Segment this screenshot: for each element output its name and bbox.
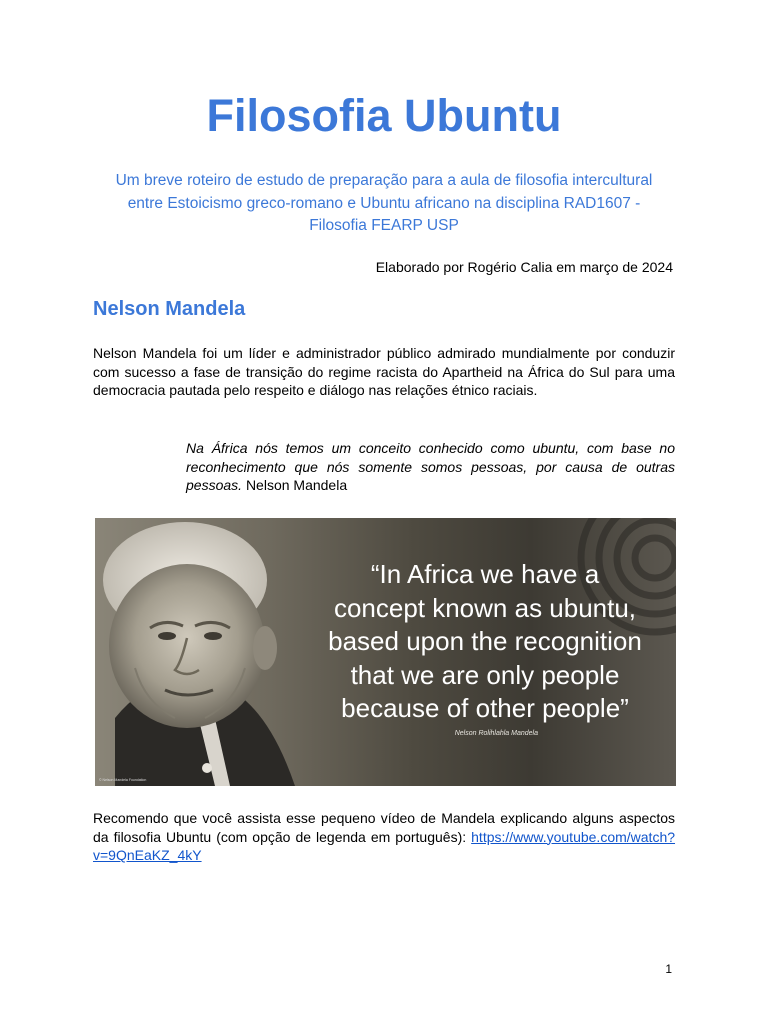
banner-quote-line: based upon the recognition bbox=[328, 626, 642, 656]
video-paragraph-text: Recomendo que você assista esse pequeno vídeo de Mandela explicando alguns aspectos da filosofia Ubuntu (com opção de legenda em português): bbox=[93, 810, 675, 845]
section-heading: Nelson Mandela bbox=[93, 298, 246, 320]
page-number: 1 bbox=[665, 962, 672, 976]
banner-copyright: © Nelson Mandela Foundation bbox=[99, 778, 147, 782]
document-subtitle: Um breve roteiro de estudo de preparação para a aula de filosofia intercultural entre Estoicismo greco-romano e Ubuntu africano na disciplina RAD1607 - Filosofia FEARP USP bbox=[115, 172, 653, 234]
banner-quote-line: that we are only people bbox=[350, 659, 620, 690]
quote-attribution: Nelson Mandela bbox=[245, 477, 348, 494]
video-paragraph bbox=[93, 809, 675, 865]
youtube-link[interactable]: https://www.youtube.com/watch?v=9QnEaKZ_4kY bbox=[93, 828, 676, 864]
document-title: Filosofia Ubuntu bbox=[206, 90, 562, 141]
quote-text: Na África nós temos um conceito conhecido como ubuntu, com base no reconhecimento que nós somente somos pessoas, por causa de outras pessoas. bbox=[186, 440, 675, 494]
author-line: Elaborado por Rogério Calia em março de 2024 bbox=[375, 259, 673, 275]
banner-quote-line: concept known as ubuntu, bbox=[333, 592, 637, 623]
intro-paragraph: Nelson Mandela foi um líder e administrador público admirado mundialmente por conduzir com sucesso a fase de transição do regime racista do Apartheid na África do Sul para uma democracia pautada pelo respeito e diálogo nas relações étnico raciais. bbox=[93, 345, 675, 399]
banner-attribution: Nelson Rolihlahla Mandela bbox=[454, 730, 538, 737]
banner-quote-line: “In Africa we have a bbox=[370, 559, 600, 589]
mandela-quote-image bbox=[95, 518, 676, 786]
banner-quote-text bbox=[300, 558, 670, 726]
mandela-quote bbox=[186, 439, 675, 495]
banner-quote-line: because of other people” bbox=[341, 693, 629, 723]
